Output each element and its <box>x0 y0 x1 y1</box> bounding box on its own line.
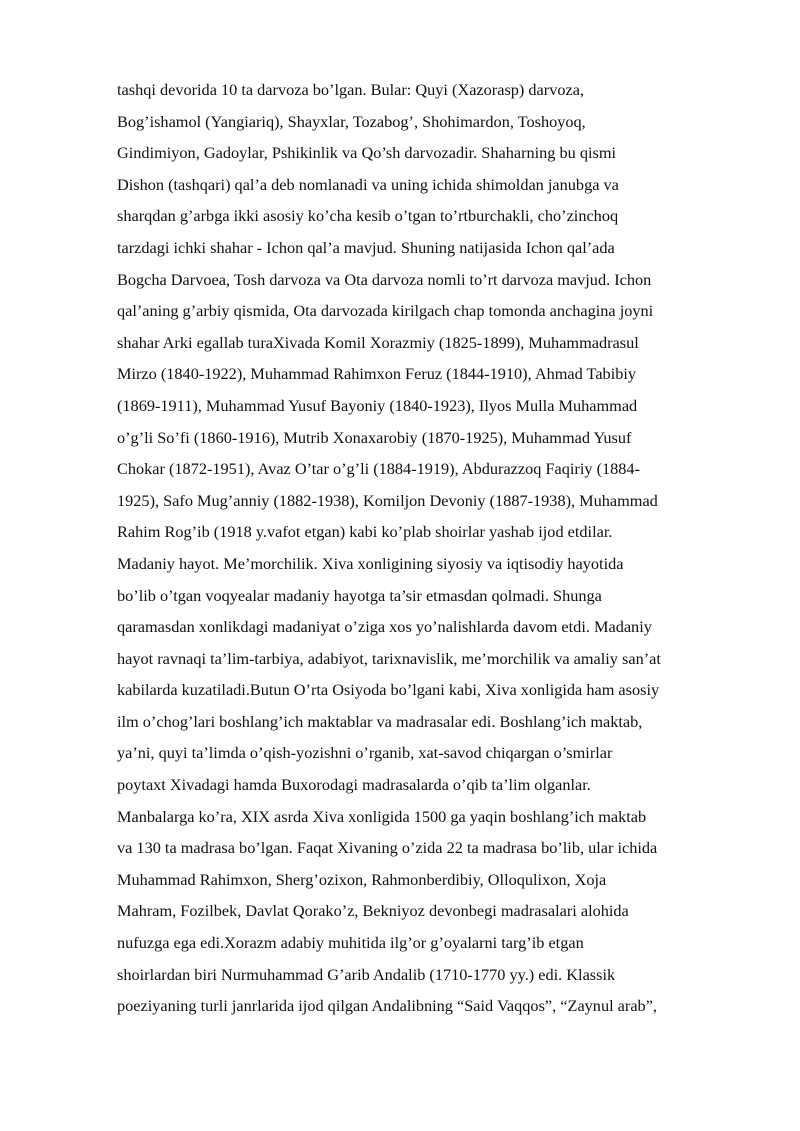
text-line: Muhammad Rahimxon, Sherg’ozixon, Rahmonberdibiy, Olloqulixon, Xoja <box>117 869 607 889</box>
text-line: shahar Arki egallab turaXivada Komil Xorazmiy (1825-1899), Muhammadrasul <box>117 332 639 352</box>
text-line: 1925), Safo Mug’anniy (1882-1938), Komiljon Devoniy (1887-1938), Muhammad <box>117 490 658 510</box>
text-line: qaramasdan xonlikdagi madaniyat o’ziga xos yo’nalishlarda davom etdi. Madaniy <box>117 617 652 637</box>
text-line: Gindimiyon, Gadoylar, Pshikinlik va Qo’sh darvozadir. Shaharning bu qismi <box>117 143 617 163</box>
text-line: Manbalarga ko’ra, XIX asrda Xiva xonligida 1500 ga yaqin boshlang’ich maktab <box>117 806 647 826</box>
text-line: Chokar (1872-1951), Avaz O’tar o’g’li (1884-1919), Abdurazzoq Faqiriy (1884- <box>117 459 640 479</box>
text-line: sharqdan g’arbga ikki asosiy ko’cha kesib o’tgan to’rtburchakli, cho’zinchoq <box>117 206 619 226</box>
text-line: tarzdagi ichki shahar - Ichon qal’a mavjud. Shuning natijasida Ichon qal’ada <box>117 237 615 257</box>
text-line: ilm o’chog’lari boshlang’ich maktablar va madrasalar edi. Boshlang’ich maktab, <box>117 711 643 731</box>
body-text <box>117 74 745 1022</box>
text-line: poeziyaning turli janrlarida ijod qilgan Andalibning “Said Vaqqos”, “Zaynul arab”, <box>117 996 657 1016</box>
text-line: Dishon (tashqari) qal’a deb nomlanadi va uning ichida shimoldan janubga va <box>117 174 619 194</box>
text-line: qal’aning g’arbiy qismida, Ota darvozada kirilgach chap tomonda anchagina joyni <box>117 301 654 321</box>
text-line: Mahram, Fozilbek, Davlat Qorako’z, Bekniyoz devonbegi madrasalari alohida <box>117 901 629 921</box>
text-line: Mirzo (1840-1922), Muhammad Rahimxon Feruz (1844-1910), Ahmad Tabibiy <box>117 364 637 384</box>
text-line: Bog’ishamol (Yangiariq), Shayxlar, Tozabog’, Shohimardon, Toshoyoq, <box>117 111 586 131</box>
text-line: nufuzga ega edi.Xorazm adabiy muhitida ilg’or g’oyalarni targ’ib etgan <box>117 933 584 953</box>
text-line: va 130 ta madrasa bo’lgan. Faqat Xivaning o’zida 22 ta madrasa bo’lib, ular ichida <box>117 838 658 858</box>
text-line: bo’lib o’tgan voqyealar madaniy hayotga ta’sir etmasdan qolmadi. Shunga <box>117 585 602 605</box>
text-line: (1869-1911), Muhammad Yusuf Bayoniy (1840-1923), Ilyos Mulla Muhammad <box>117 395 638 415</box>
text-line: Bogcha Darvoea, Tosh darvoza va Ota darvoza nomli to’rt darvoza mavjud. Ichon <box>117 269 652 289</box>
text-line: hayot ravnaqi ta’lim-tarbiya, adabiyot, tarixnavislik, me’morchilik va amaliy san’at <box>117 648 661 668</box>
text-line: tashqi devorida 10 ta darvoza bo’lgan. Bular: Quyi (Xazorasp) darvoza, <box>117 80 585 99</box>
text-line: o’g’li So’fi (1860-1916), Mutrib Xonaxarobiy (1870-1925), Muhammad Yusuf <box>117 427 632 447</box>
text-line: poytaxt Xivadagi hamda Buxorodagi madrasalarda o’qib ta’lim olganlar. <box>117 775 591 795</box>
text-line: shoirlardan biri Nurmuhammad G’arib Andalib (1710-1770 yy.) edi. Klassik <box>117 964 616 984</box>
text-line: Madaniy hayot. Me’morchilik. Xiva xonligining siyosiy va iqtisodiy hayotida <box>117 553 624 573</box>
text-line: kabilarda kuzatiladi.Butun O’rta Osiyoda bo’lgani kabi, Xiva xonligida ham asosiy <box>117 680 660 700</box>
text-line: ya’ni, quyi ta’limda o’qish-yozishni o’rganib, xat-savod chiqargan o’smirlar <box>117 743 613 763</box>
text-line: Rahim Rog’ib (1918 y.vafot etgan) kabi ko’plab shoirlar yashab ijod etdilar. <box>117 522 613 542</box>
